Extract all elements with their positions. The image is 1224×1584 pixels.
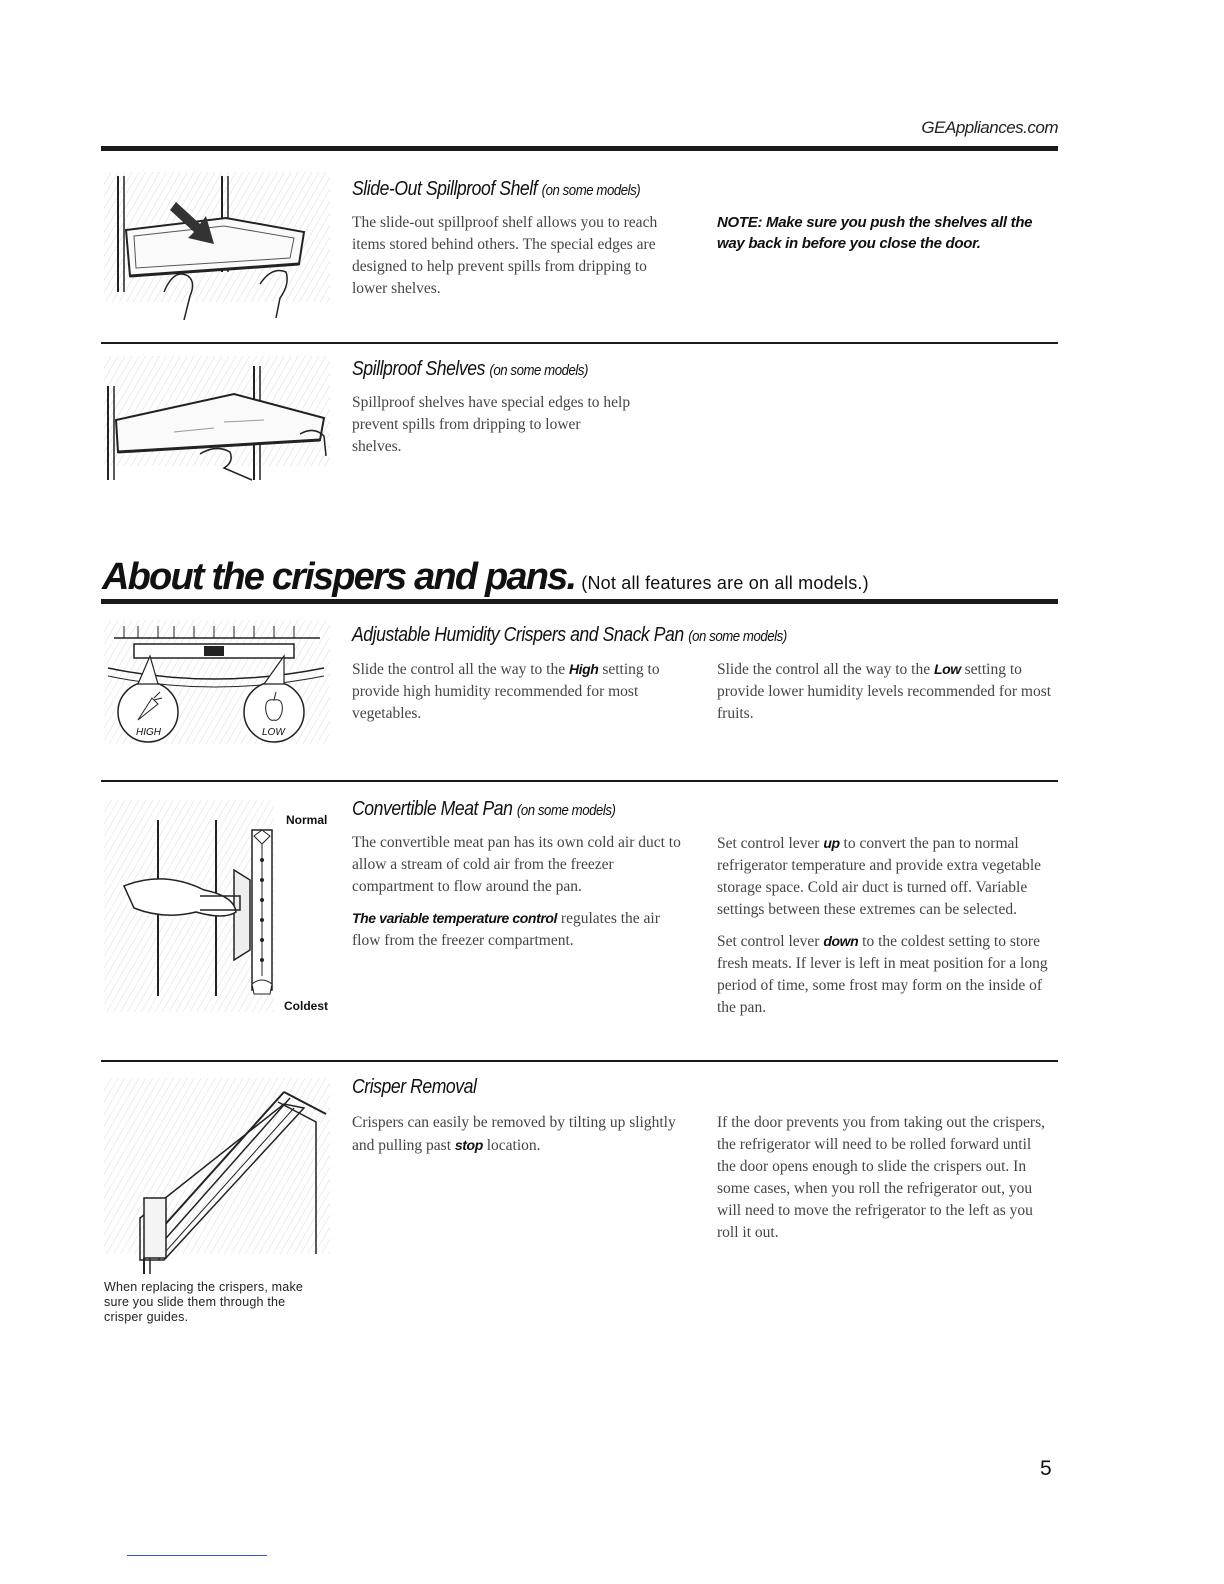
meat-pan-left-body [352, 832, 682, 961]
lever-down-term: down [823, 933, 859, 949]
crispers-section-subtitle: (Not all features are on all models.) [581, 573, 869, 593]
meat-pan-coldest-label: Coldest [284, 999, 329, 1013]
meat-pan-right-p1-post: to convert the pan to normal refrigerator temperature and provide extra vegetable storage space. Cold air duct is turned off. Variable settings between these extremes can be selected. [717, 835, 1042, 918]
site-url: GEAppliances.com [921, 118, 1058, 137]
slide-out-shelf-note: NOTE: Make sure you push the shelves all the way back in before you close the door. [717, 214, 1033, 252]
slide-out-shelf-title-text: Slide-Out Spillproof Shelf [352, 178, 538, 200]
section-divider [101, 780, 1058, 782]
meat-pan-right-p2-post: to the coldest setting to store fresh meats. If lever is left in meat position for a long period of time, some frost may form on the inside of the pan. [717, 933, 1048, 1016]
spillproof-shelves-illustration [104, 356, 330, 482]
humidity-left-pre: Slide the control all the way to the [352, 661, 566, 678]
lever-up-term: up [823, 835, 840, 851]
meat-pan-left-paragraph-1: The convertible meat pan has its own cold air duct to allow a stream of cold air from the freezer compartment to flow around the pan. [352, 834, 681, 895]
slide-out-shelf-illustration [104, 172, 330, 320]
spillproof-shelves-title-text: Spillproof Shelves [352, 358, 485, 380]
humidity-crispers-title-text: Adjustable Humidity Crispers and Snack Pan [352, 624, 684, 646]
humidity-right-pre: Slide the control all the way to the [717, 661, 931, 678]
meat-pan-title [352, 798, 616, 821]
spillproof-shelves-title [352, 358, 588, 381]
meat-pan-right-body [717, 832, 1053, 1028]
crispers-section-title-text: About the crispers and pans. [102, 556, 576, 598]
slide-out-shelf-title [352, 178, 640, 201]
header-rule [101, 146, 1058, 151]
humidity-high-label: HIGH [136, 727, 161, 738]
humidity-left-post: setting to provide high humidity recommended for most vegetables. [352, 661, 660, 722]
meat-pan-right-p1-pre: Set control lever [717, 835, 820, 852]
crisper-removal-caption: When replacing the crispers, make sure you slide them through the crisper guides. [104, 1280, 304, 1324]
meat-pan-illustration [104, 800, 330, 1016]
page-number: 5 [1040, 1457, 1052, 1480]
variable-temperature-control-term: The variable temperature control [352, 910, 558, 926]
meat-pan-qualifier: (on some models) [516, 802, 616, 819]
crisper-removal-left-pre: Crispers can easily be removed by tilting up slightly and pulling past [352, 1114, 676, 1154]
stop-location-term: stop [454, 1137, 483, 1153]
section-divider [101, 1060, 1058, 1062]
section-divider [101, 342, 1058, 344]
slide-out-shelf-body: The slide-out spillproof shelf allows you to reach items stored behind others. The special edges are designed to help prevent spills from dripping to lower shelves. [352, 214, 658, 297]
section-title-rule [101, 599, 1058, 604]
humidity-low-term: Low [933, 661, 961, 677]
crisper-removal-right-body: If the door prevents you from taking out the crispers, the refrigerator will need to be rolled forward until the door opens enough to slide the crispers out. In some cases, when you roll the refrigerator out, you will need to move the refrigerator to the left as you roll it out. [717, 1114, 1045, 1241]
crispers-section-title [102, 556, 869, 599]
meat-pan-right-p2-pre: Set control lever [717, 933, 820, 950]
slide-out-shelf-qualifier: (on some models) [541, 182, 641, 199]
humidity-crispers-qualifier: (on some models) [688, 628, 787, 645]
meat-pan-right-paragraph-1 [717, 832, 1053, 921]
spillproof-shelves-qualifier: (on some models) [489, 362, 589, 379]
meat-pan-normal-label: Normal [286, 813, 328, 827]
meat-pan-right-paragraph-2 [717, 930, 1053, 1019]
meat-pan-title-text: Convertible Meat Pan [352, 798, 513, 820]
humidity-right-post: setting to provide lower humidity levels recommended for most fruits. [717, 661, 1052, 722]
humidity-right-body [717, 658, 1053, 725]
humidity-low-label: LOW [262, 727, 285, 738]
footer-line [127, 1555, 267, 1556]
humidity-crispers-title [352, 624, 787, 647]
crisper-removal-left-post: location. [486, 1137, 541, 1154]
meat-pan-left-paragraph-2-text: regulates the air flow from the freezer compartment. [352, 910, 660, 949]
spillproof-shelves-body: Spillproof shelves have special edges to help prevent spills from dripping to lower shelves. [352, 394, 631, 455]
crisper-removal-title: Crisper Removal [352, 1076, 477, 1098]
humidity-control-illustration [104, 620, 330, 744]
crisper-removal-left-body [352, 1112, 682, 1157]
crisper-removal-illustration [104, 1078, 330, 1274]
meat-pan-left-paragraph-2 [352, 907, 682, 952]
humidity-high-term: High [568, 661, 599, 677]
humidity-left-body [352, 658, 682, 725]
